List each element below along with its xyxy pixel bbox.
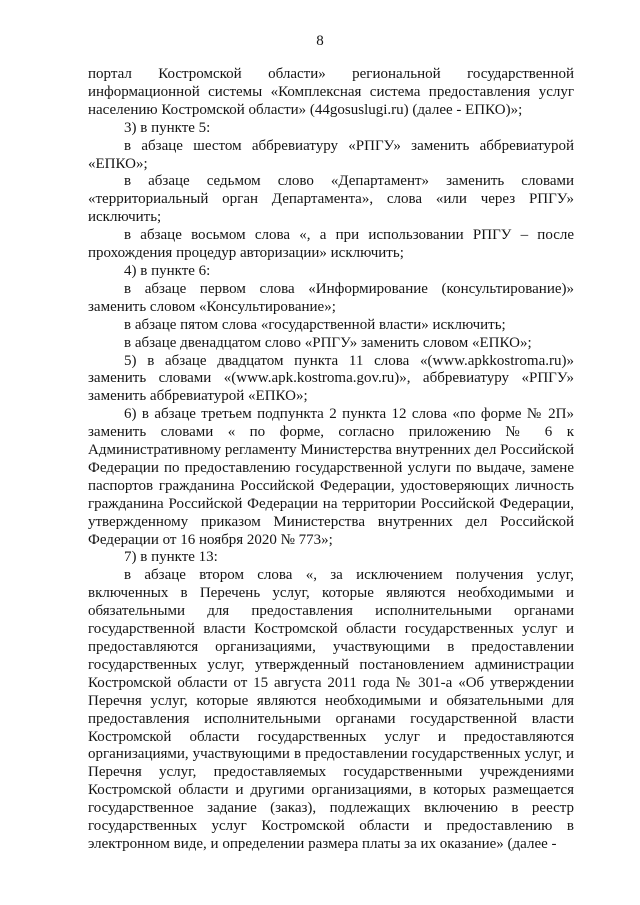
paragraph: в абзаце шестом аббревиатуру «РПГУ» заменить аббревиатурой «ЕПКО»;	[88, 137, 574, 172]
paragraph: в абзаце седьмом слово «Департамент» заменить словами «территориальный орган Департамента», слова «или через РПГУ» исключить;	[88, 173, 574, 226]
paragraph: в абзаце пятом слова «государственной власти» исключить;	[124, 316, 506, 333]
paragraph: 5) в абзаце двадцатом пункта 11 слова «(www.apkkostroma.ru)» заменить словами «(www.apk.kostroma.gov.ru)», аббревиатуру «РПГУ» заменить аббревиатурой «ЕПКО»;	[88, 352, 574, 405]
paragraph: в абзаце втором слова «, за исключением получения услуг, включенных в Перечень услуг, которые являются необходимыми и обязательными для предоставления исполнительными органами государственной власти Костромской области государственных услуг и предоставляются организациями, участвующими в предоставлении государственных услуг, утвержденный постановлением администрации Костромской области от 15 августа 2011 года № 301-а «Об утверждении Перечня услуг, которые являются необходимыми и обязательными для предоставления исполнительными органами государственной власти Костромской области государственных услуг и предоставляются организациями, участвующими в предоставлении государственных услуг, и Перечня услуг, предоставляемых государственными учреждениями Костромской области и другими организациями, в которых размещается государственное задание (заказ), подлежащих включению в реестр государственных услуг Костромской области и предоставлению в электронном виде, и определении размера платы за их оказание» (далее -	[88, 567, 574, 852]
paragraph: в абзаце восьмом слова «, а при использовании РПГУ – после прохождения процедур авторизации» исключить;	[88, 227, 574, 262]
page-number: 8	[316, 33, 324, 49]
paragraph: 6) в абзаце третьем подпункта 2 пункта 12 слова «по форме № 2П» заменить словами « по форме, согласно приложению № 6 к Административному регламенту Министерства внутренних дел Российской Федерации по предоставлению государственной услуги по выдаче, замене паспортов гражданина Российской Федерации, удостоверяющих личность гражданина Российской Федерации на территории Российской Федерации, утвержденному приказом Министерства внутренних дел Российской Федерации от 16 ноября 2020 № 773»;	[88, 406, 574, 548]
paragraph: 4) в пункте 6:	[124, 262, 211, 279]
paragraph: 7) в пункте 13:	[124, 549, 218, 566]
paragraph: в абзаце двенадцатом слово «РПГУ» заменить словом «ЕПКО»;	[124, 334, 532, 351]
paragraph: в абзаце первом слова «Информирование (консультирование)» заменить словом «Консультирование»;	[88, 280, 574, 315]
document-body	[88, 66, 574, 854]
paragraph: портал Костромской области» региональной государственной информационной системы «Комплексная система предоставления услуг населению Костромской области» (44gosuslugi.ru) (далее - ЕПКО)»;	[88, 66, 574, 118]
paragraph: 3) в пункте 5:	[124, 119, 211, 136]
